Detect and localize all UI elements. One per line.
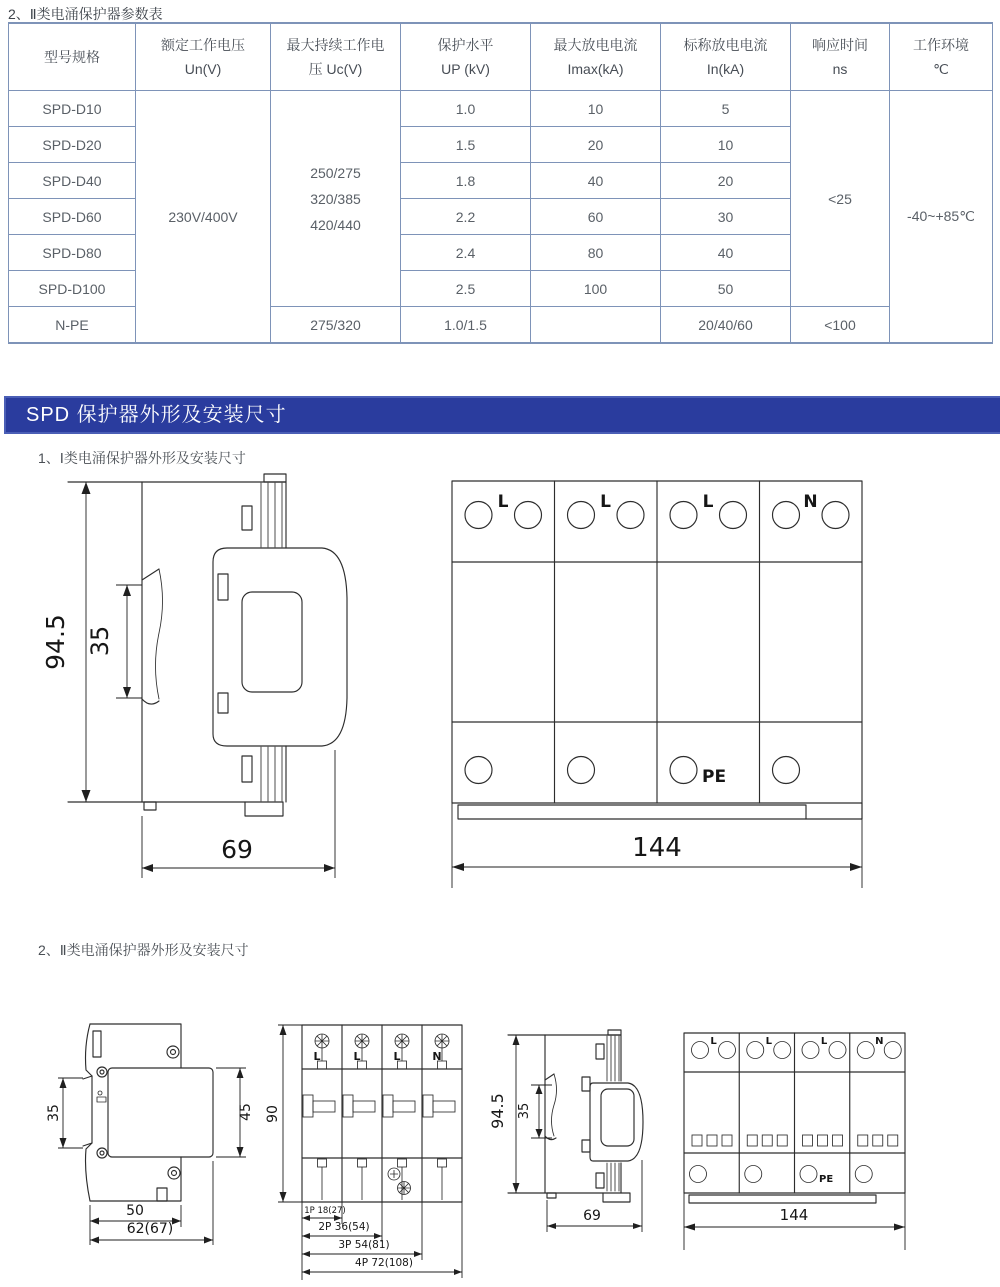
cell-in: 10 bbox=[661, 127, 791, 163]
front-view-details bbox=[690, 1042, 902, 1183]
cell-in: 20 bbox=[661, 163, 791, 199]
col-header-model: 型号规格 bbox=[9, 23, 136, 91]
pole-dimensions bbox=[265, 1025, 462, 1280]
dim-label-width: 144 bbox=[779, 1206, 809, 1224]
dim-chain4: 4P 72(108) bbox=[355, 1257, 413, 1269]
cell-uc: 275/320 bbox=[271, 307, 401, 344]
table-title: 2、Ⅱ类电涌保护器参数表 bbox=[8, 6, 163, 22]
pe-label: PE bbox=[702, 767, 727, 787]
col-header-env: 工作环境 ℃ bbox=[890, 23, 993, 91]
dim-label-rail: 35 bbox=[46, 1104, 62, 1122]
class1-front-view-drawing bbox=[430, 460, 990, 890]
cell-imax: 40 bbox=[531, 163, 661, 199]
cell-imax: 10 bbox=[531, 91, 661, 127]
terminal-label: L bbox=[313, 1050, 321, 1063]
dim-label-height: 94.5 bbox=[41, 614, 70, 670]
cell-up: 2.5 bbox=[401, 271, 531, 307]
cell-model: SPD-D80 bbox=[9, 235, 136, 271]
cell-resp-merged: <25 bbox=[791, 91, 890, 307]
cell-imax: 60 bbox=[531, 199, 661, 235]
cell-up: 1.5 bbox=[401, 127, 531, 163]
class2-side-view2-drawing bbox=[490, 1010, 680, 1250]
cell-imax: 80 bbox=[531, 235, 661, 271]
dim-label-depth: 69 bbox=[583, 1208, 601, 1224]
cell-un-merged: 230V/400V bbox=[136, 91, 271, 344]
dim-label-w2: 62(67) bbox=[126, 1221, 174, 1237]
front-view-dimensions bbox=[452, 803, 862, 888]
class1-side-view-drawing bbox=[30, 450, 390, 890]
cell-model: SPD-D10 bbox=[9, 91, 136, 127]
cell-in: 5 bbox=[661, 91, 791, 127]
cell-resp: <100 bbox=[791, 307, 890, 344]
terminal-label: L bbox=[353, 1050, 361, 1063]
class2-pole-view-drawing bbox=[265, 1000, 490, 1287]
col-header-in: 标称放电电流 In(kA) bbox=[661, 23, 791, 91]
col-header-imax: 最大放电电流 Imax(kA) bbox=[531, 23, 661, 91]
terminal-label: L bbox=[497, 492, 509, 512]
table-row bbox=[9, 91, 993, 127]
terminal-label: N bbox=[432, 1050, 442, 1063]
class2-front-view-drawing bbox=[670, 1020, 1000, 1270]
cell-model: SPD-D60 bbox=[9, 199, 136, 235]
cell-in: 30 bbox=[661, 199, 791, 235]
dim-chain3: 3P 54(81) bbox=[338, 1239, 390, 1251]
cell-in: 40 bbox=[661, 235, 791, 271]
cell-model: SPD-D40 bbox=[9, 163, 136, 199]
cell-model: SPD-D20 bbox=[9, 127, 136, 163]
cell-imax: 20 bbox=[531, 127, 661, 163]
side-view-dimensions bbox=[41, 482, 335, 878]
front-view-labels bbox=[498, 492, 818, 787]
cell-in: 50 bbox=[661, 271, 791, 307]
cell-uc-merged: 250/275 320/385 420/440 bbox=[271, 91, 401, 307]
cell-up: 1.8 bbox=[401, 163, 531, 199]
front-view-dimensions bbox=[684, 1193, 905, 1250]
section1-heading: 1、Ⅰ类电涌保护器外形及安装尺寸 bbox=[38, 450, 246, 466]
cell-model: N-PE bbox=[9, 307, 136, 344]
dim-label-height: 90 bbox=[265, 1105, 281, 1123]
terminal-label: N bbox=[803, 492, 818, 512]
cell-env-merged: -40~+85℃ bbox=[890, 91, 993, 344]
dim-label-rail: 35 bbox=[86, 625, 114, 657]
cell-in: 20/40/60 bbox=[661, 307, 791, 344]
pe-label: PE bbox=[819, 1174, 834, 1185]
cell-up: 1.0 bbox=[401, 91, 531, 127]
cell-up: 1.0/1.5 bbox=[401, 307, 531, 344]
cell-model: SPD-D100 bbox=[9, 271, 136, 307]
dim-label-body: 45 bbox=[238, 1103, 254, 1121]
terminal-label: L bbox=[765, 1036, 772, 1047]
dim-label-depth: 69 bbox=[221, 835, 253, 864]
dim-chain1: 1P 18(27) bbox=[304, 1206, 346, 1216]
front-view-outline bbox=[452, 481, 862, 819]
col-header-un: 额定工作电压 Un(V) bbox=[136, 23, 271, 91]
class2-side-view-drawing bbox=[46, 1000, 280, 1282]
dim-label-w1: 50 bbox=[126, 1203, 144, 1219]
section-banner-text: SPD 保护器外形及安装尺寸 bbox=[26, 404, 287, 426]
col-header-uc: 最大持续工作电 压 Uc(V) bbox=[271, 23, 401, 91]
header-row bbox=[9, 23, 993, 91]
section2-heading: 2、Ⅱ类电涌保护器外形及安装尺寸 bbox=[38, 942, 249, 958]
col-header-up: 保护水平 UP (kV) bbox=[401, 23, 531, 91]
dim-label-rail: 35 bbox=[517, 1102, 532, 1120]
terminal-label: N bbox=[875, 1036, 884, 1047]
terminal-label: L bbox=[393, 1050, 401, 1063]
dim-label-height: 94.5 bbox=[488, 1093, 507, 1129]
cell-imax: 100 bbox=[531, 271, 661, 307]
cell-up: 2.4 bbox=[401, 235, 531, 271]
dim-chain2: 2P 36(54) bbox=[318, 1221, 370, 1233]
front-view-labels bbox=[710, 1036, 883, 1185]
col-header-resp: 响应时间 ns bbox=[791, 23, 890, 91]
cell-imax bbox=[531, 307, 661, 344]
terminal-label: L bbox=[820, 1036, 828, 1047]
section-banner bbox=[4, 396, 1000, 434]
spec-table bbox=[8, 22, 993, 344]
dim-label-width: 144 bbox=[632, 833, 682, 863]
terminal-label: L bbox=[600, 492, 611, 512]
terminal-label: L bbox=[710, 1036, 717, 1047]
side-view-outline bbox=[83, 1024, 213, 1201]
terminal-label: L bbox=[702, 492, 714, 512]
cell-up: 2.2 bbox=[401, 199, 531, 235]
